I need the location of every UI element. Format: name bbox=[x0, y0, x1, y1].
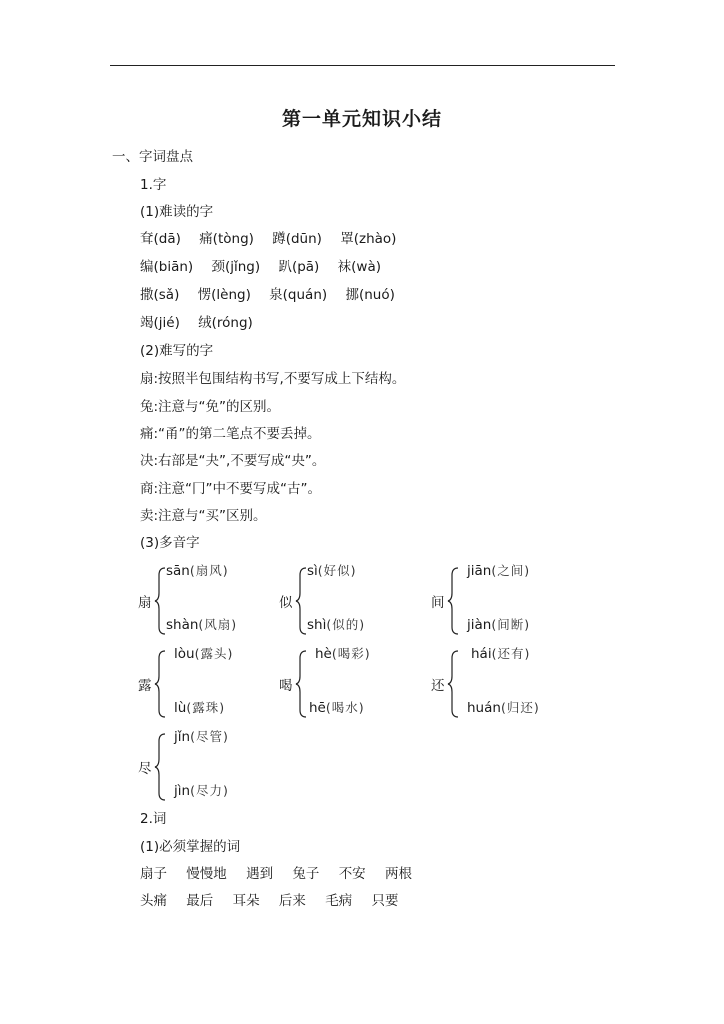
polyphone-reading bbox=[307, 615, 365, 633]
hard-read-item: 袜(wà) bbox=[337, 259, 381, 275]
brace-icon bbox=[295, 650, 307, 718]
word-item: 兔子 bbox=[292, 866, 320, 882]
word-item: 遇到 bbox=[246, 866, 274, 882]
hard-read-item: 泉(quán) bbox=[269, 287, 328, 303]
example-word: (露珠) bbox=[186, 700, 226, 715]
pinyin: sì bbox=[307, 563, 318, 579]
word-item: 头痛 bbox=[140, 893, 167, 909]
hard-write-note: 卖:注意与“买”区别。 bbox=[140, 508, 267, 524]
hard-read-item: 绒(róng) bbox=[198, 315, 253, 331]
hard-read-heading: (1)难读的字 bbox=[140, 204, 214, 220]
hard-write-heading: (2)难写的字 bbox=[140, 343, 214, 359]
polyphone-char: 似 bbox=[279, 595, 293, 611]
hard-write-note: 决:右部是“夬”,不要写成“央”。 bbox=[140, 453, 326, 469]
example-word: (间断) bbox=[491, 617, 531, 632]
hard-read-row bbox=[140, 314, 267, 332]
word-row bbox=[140, 865, 427, 883]
hard-write-note: 商:注意“冂”中不要写成“古”。 bbox=[140, 481, 322, 497]
pinyin: huán bbox=[467, 700, 501, 716]
word-item: 两根 bbox=[384, 866, 412, 882]
pinyin: sān bbox=[166, 563, 190, 579]
word-item: 耳朵 bbox=[232, 893, 260, 909]
polyphone-group bbox=[138, 730, 268, 804]
polyphone-group bbox=[431, 564, 581, 638]
word-item: 后来 bbox=[278, 893, 306, 909]
polyphone-reading bbox=[471, 644, 530, 662]
subsection-words: 2.词 bbox=[140, 811, 167, 827]
subsection-characters: 1.字 bbox=[140, 177, 167, 193]
example-word: (归还) bbox=[500, 700, 540, 715]
word-item: 只要 bbox=[371, 893, 399, 909]
hard-read-item: 趴(pā) bbox=[278, 259, 320, 275]
polyphone-group bbox=[138, 647, 268, 721]
polyphone-reading bbox=[174, 727, 229, 745]
polyphone-reading bbox=[166, 561, 229, 579]
pinyin: jìn bbox=[174, 783, 191, 799]
polyphone-reading bbox=[315, 644, 371, 662]
polyphone-reading bbox=[309, 698, 365, 716]
hard-read-item: 编(biān) bbox=[140, 259, 194, 275]
polyphone-char: 尽 bbox=[138, 761, 152, 777]
word-item: 慢慢地 bbox=[186, 866, 227, 882]
hard-write-note: 痛:“甬”的第二笔点不要丢掉。 bbox=[140, 426, 321, 442]
example-word: (尽管) bbox=[190, 729, 229, 744]
hard-write-note: 兔:注意与“免”的区别。 bbox=[140, 399, 281, 415]
must-words-heading: (1)必须掌握的词 bbox=[140, 839, 241, 855]
polyphone-reading bbox=[467, 615, 530, 633]
example-word: (露头) bbox=[194, 646, 234, 661]
polyphone-reading bbox=[467, 561, 530, 579]
example-word: (好似) bbox=[317, 563, 357, 578]
word-item: 不安 bbox=[338, 866, 366, 882]
section-heading: 一、字词盘点 bbox=[112, 149, 193, 165]
example-word: (扇风) bbox=[189, 563, 229, 578]
pinyin: lù bbox=[174, 700, 187, 716]
hard-read-item: 罩(zhào) bbox=[340, 231, 397, 247]
word-item: 扇子 bbox=[140, 866, 167, 882]
polyphone-group bbox=[431, 647, 581, 721]
pinyin: hē bbox=[309, 700, 326, 716]
brace-icon bbox=[447, 567, 459, 635]
hard-read-item: 愣(lèng) bbox=[197, 287, 251, 303]
pinyin: hè bbox=[315, 646, 332, 662]
example-word: (尽力) bbox=[190, 783, 229, 798]
polyphone-char: 喝 bbox=[279, 678, 293, 694]
hard-write-note: 扇:按照半包围结构书写,不要写成上下结构。 bbox=[140, 371, 406, 387]
polyphone-char: 间 bbox=[431, 595, 445, 611]
hard-read-item: 撒(sǎ) bbox=[140, 287, 180, 303]
example-word: (喝水) bbox=[325, 700, 365, 715]
hard-read-item: 颈(jǐng) bbox=[211, 259, 261, 275]
example-word: (还有) bbox=[491, 646, 531, 661]
hard-read-item: 竭(jié) bbox=[140, 315, 180, 331]
hard-read-item: 痛(tòng) bbox=[199, 231, 254, 247]
hard-read-item: 耷(dā) bbox=[140, 231, 181, 247]
pinyin: shàn bbox=[166, 617, 199, 633]
polyphone-reading bbox=[174, 698, 225, 716]
polyphone-char: 还 bbox=[431, 678, 445, 694]
hard-read-item: 蹲(dūn) bbox=[272, 231, 322, 247]
polyphone-heading: (3)多音字 bbox=[140, 535, 200, 551]
polyphone-reading bbox=[174, 781, 229, 799]
polyphone-group bbox=[279, 647, 409, 721]
pinyin: jiàn bbox=[467, 617, 492, 633]
brace-icon bbox=[154, 733, 166, 801]
word-item: 最后 bbox=[186, 893, 214, 909]
brace-icon bbox=[295, 567, 307, 635]
example-word: (喝彩) bbox=[331, 646, 371, 661]
example-word: (之间) bbox=[491, 563, 531, 578]
hard-read-row bbox=[140, 230, 410, 248]
hard-read-row bbox=[140, 258, 395, 276]
word-row bbox=[140, 892, 413, 910]
word-item: 毛病 bbox=[325, 893, 353, 909]
example-word: (风扇) bbox=[198, 617, 238, 632]
pinyin: jǐn bbox=[174, 729, 191, 745]
polyphone-group bbox=[138, 564, 268, 638]
hard-read-row bbox=[140, 286, 409, 304]
polyphone-reading bbox=[467, 698, 540, 716]
pinyin: jiān bbox=[467, 563, 492, 579]
pinyin: lòu bbox=[174, 646, 195, 662]
brace-icon bbox=[447, 650, 459, 718]
polyphone-reading bbox=[166, 615, 237, 633]
polyphone-reading bbox=[307, 561, 357, 579]
hard-read-item: 挪(nuó) bbox=[345, 287, 395, 303]
polyphone-reading bbox=[174, 644, 233, 662]
pinyin: hái bbox=[471, 646, 492, 662]
polyphone-char: 露 bbox=[138, 678, 152, 694]
brace-icon bbox=[154, 567, 166, 635]
polyphone-group bbox=[279, 564, 409, 638]
example-word: (似的) bbox=[326, 617, 366, 632]
page-title: 第一单元知识小结 bbox=[281, 108, 442, 130]
brace-icon bbox=[154, 650, 166, 718]
top-rule bbox=[110, 65, 615, 66]
polyphone-char: 扇 bbox=[138, 595, 152, 611]
pinyin: shì bbox=[307, 617, 327, 633]
